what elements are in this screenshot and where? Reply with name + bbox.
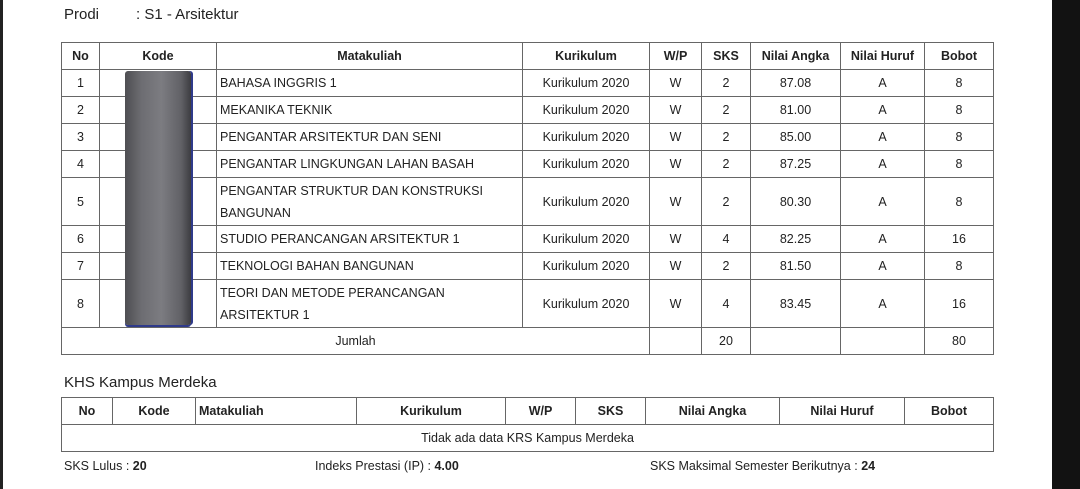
kampus-header-kode: Kode bbox=[113, 398, 196, 425]
cell-wp: W bbox=[650, 226, 702, 253]
cell-bobot: 8 bbox=[925, 151, 994, 178]
cell-nilai-huruf: A bbox=[841, 151, 925, 178]
table-row bbox=[62, 97, 994, 124]
kampus-header-wp: W/P bbox=[506, 398, 576, 425]
summary-ip bbox=[315, 459, 459, 473]
cell-nilai-angka: 87.25 bbox=[751, 151, 841, 178]
header-sks: SKS bbox=[702, 43, 751, 70]
cell-bobot: 16 bbox=[925, 226, 994, 253]
kampus-header-kurikulum: Kurikulum bbox=[357, 398, 506, 425]
cell-sks: 2 bbox=[702, 151, 751, 178]
cell-nilai-huruf: A bbox=[841, 124, 925, 151]
kampus-empty-message: Tidak ada data KRS Kampus Merdeka bbox=[62, 425, 994, 452]
cell-kurikulum: Kurikulum 2020 bbox=[523, 124, 650, 151]
sks-max-label: SKS Maksimal Semester Berikutnya : bbox=[650, 459, 862, 473]
cell-matakuliah: TEORI DAN METODE PERANCANGAN ARSITEKTUR 1 bbox=[217, 280, 523, 328]
kampus-empty-row bbox=[62, 425, 994, 452]
jumlah-sks: 20 bbox=[702, 328, 751, 355]
cell-nilai-angka: 80.30 bbox=[751, 178, 841, 226]
cell-bobot: 8 bbox=[925, 70, 994, 97]
cell-wp: W bbox=[650, 151, 702, 178]
header-matakuliah: Matakuliah bbox=[217, 43, 523, 70]
cell-wp: W bbox=[650, 280, 702, 328]
jumlah-wp bbox=[650, 328, 702, 355]
cell-sks: 2 bbox=[702, 97, 751, 124]
jumlah-nilai-angka bbox=[751, 328, 841, 355]
jumlah-nilai-huruf bbox=[841, 328, 925, 355]
cell-nilai-angka: 82.25 bbox=[751, 226, 841, 253]
table-row bbox=[62, 70, 994, 97]
redacted-kode-block bbox=[125, 71, 191, 325]
cell-no: 8 bbox=[62, 280, 100, 328]
left-edge bbox=[0, 0, 3, 489]
cell-nilai-huruf: A bbox=[841, 97, 925, 124]
cell-matakuliah: MEKANIKA TEKNIK bbox=[217, 97, 523, 124]
cell-matakuliah: STUDIO PERANCANGAN ARSITEKTUR 1 bbox=[217, 226, 523, 253]
cell-bobot: 16 bbox=[925, 280, 994, 328]
cell-matakuliah: PENGANTAR STRUKTUR DAN KONSTRUKSI BANGUNAN bbox=[217, 178, 523, 226]
cell-nilai-angka: 81.00 bbox=[751, 97, 841, 124]
cell-kurikulum: Kurikulum 2020 bbox=[523, 178, 650, 226]
cell-sks: 4 bbox=[702, 226, 751, 253]
kampus-header-row bbox=[62, 398, 994, 425]
cell-nilai-angka: 87.08 bbox=[751, 70, 841, 97]
cell-nilai-huruf: A bbox=[841, 226, 925, 253]
header-nilai-angka: Nilai Angka bbox=[751, 43, 841, 70]
jumlah-bobot: 80 bbox=[925, 328, 994, 355]
cell-bobot: 8 bbox=[925, 178, 994, 226]
cell-nilai-huruf: A bbox=[841, 178, 925, 226]
cell-bobot: 8 bbox=[925, 124, 994, 151]
cell-kurikulum: Kurikulum 2020 bbox=[523, 70, 650, 97]
cell-matakuliah: BAHASA INGGRIS 1 bbox=[217, 70, 523, 97]
table-footer-row bbox=[62, 328, 994, 355]
header-no: No bbox=[62, 43, 100, 70]
kampus-header-bobot: Bobot bbox=[905, 398, 994, 425]
cell-no: 2 bbox=[62, 97, 100, 124]
cell-wp: W bbox=[650, 124, 702, 151]
cell-wp: W bbox=[650, 97, 702, 124]
cell-sks: 2 bbox=[702, 178, 751, 226]
cell-wp: W bbox=[650, 178, 702, 226]
jumlah-label: Jumlah bbox=[62, 328, 650, 355]
cell-nilai-angka: 81.50 bbox=[751, 253, 841, 280]
khs-table bbox=[61, 42, 994, 355]
ip-value: 4.00 bbox=[434, 459, 459, 473]
cell-nilai-huruf: A bbox=[841, 70, 925, 97]
cell-kurikulum: Kurikulum 2020 bbox=[523, 226, 650, 253]
cell-kurikulum: Kurikulum 2020 bbox=[523, 280, 650, 328]
cell-matakuliah: TEKNOLOGI BAHAN BANGUNAN bbox=[217, 253, 523, 280]
cell-bobot: 8 bbox=[925, 253, 994, 280]
cell-bobot: 8 bbox=[925, 97, 994, 124]
summary-sks-max bbox=[650, 459, 875, 473]
cell-no: 6 bbox=[62, 226, 100, 253]
cell-kurikulum: Kurikulum 2020 bbox=[523, 97, 650, 124]
table-header-row bbox=[62, 43, 994, 70]
cell-wp: W bbox=[650, 253, 702, 280]
cell-matakuliah: PENGANTAR ARSITEKTUR DAN SENI bbox=[217, 124, 523, 151]
sks-lulus-label: SKS Lulus : bbox=[64, 459, 133, 473]
kampus-merdeka-title: KHS Kampus Merdeka bbox=[64, 374, 217, 391]
header-bobot: Bobot bbox=[925, 43, 994, 70]
cell-matakuliah: PENGANTAR LINGKUNGAN LAHAN BASAH bbox=[217, 151, 523, 178]
header-kurikulum: Kurikulum bbox=[523, 43, 650, 70]
kampus-merdeka-table bbox=[61, 397, 994, 452]
cell-sks: 2 bbox=[702, 124, 751, 151]
table-row bbox=[62, 253, 994, 280]
table-row bbox=[62, 226, 994, 253]
cell-sks: 2 bbox=[702, 253, 751, 280]
header-kode: Kode bbox=[100, 43, 217, 70]
cell-kurikulum: Kurikulum 2020 bbox=[523, 253, 650, 280]
header-wp: W/P bbox=[650, 43, 702, 70]
table-row bbox=[62, 178, 994, 226]
kampus-header-nilai-huruf: Nilai Huruf bbox=[780, 398, 905, 425]
cell-wp: W bbox=[650, 70, 702, 97]
right-dark-edge bbox=[1052, 0, 1080, 489]
cell-nilai-angka: 85.00 bbox=[751, 124, 841, 151]
table-row bbox=[62, 280, 994, 328]
cell-no: 1 bbox=[62, 70, 100, 97]
cell-no: 4 bbox=[62, 151, 100, 178]
cell-no: 7 bbox=[62, 253, 100, 280]
sks-max-value: 24 bbox=[861, 459, 876, 473]
cell-no: 5 bbox=[62, 178, 100, 226]
table-row bbox=[62, 124, 994, 151]
prodi-row bbox=[64, 6, 239, 23]
kampus-header-no: No bbox=[62, 398, 113, 425]
cell-kurikulum: Kurikulum 2020 bbox=[523, 151, 650, 178]
header-nilai-huruf: Nilai Huruf bbox=[841, 43, 925, 70]
cell-sks: 2 bbox=[702, 70, 751, 97]
cell-nilai-huruf: A bbox=[841, 253, 925, 280]
ip-label: Indeks Prestasi (IP) : bbox=[315, 459, 435, 473]
cell-no: 3 bbox=[62, 124, 100, 151]
kampus-header-sks: SKS bbox=[576, 398, 646, 425]
sks-lulus-value: 20 bbox=[132, 459, 147, 473]
cell-nilai-angka: 83.45 bbox=[751, 280, 841, 328]
kampus-header-matakuliah: Matakuliah bbox=[196, 398, 357, 425]
summary-sks-lulus bbox=[64, 459, 147, 473]
cell-sks: 4 bbox=[702, 280, 751, 328]
prodi-value: : S1 - Arsitektur bbox=[136, 6, 239, 23]
cell-nilai-huruf: A bbox=[841, 280, 925, 328]
kampus-header-nilai-angka: Nilai Angka bbox=[646, 398, 780, 425]
table-row bbox=[62, 151, 994, 178]
prodi-label: Prodi bbox=[64, 6, 100, 23]
